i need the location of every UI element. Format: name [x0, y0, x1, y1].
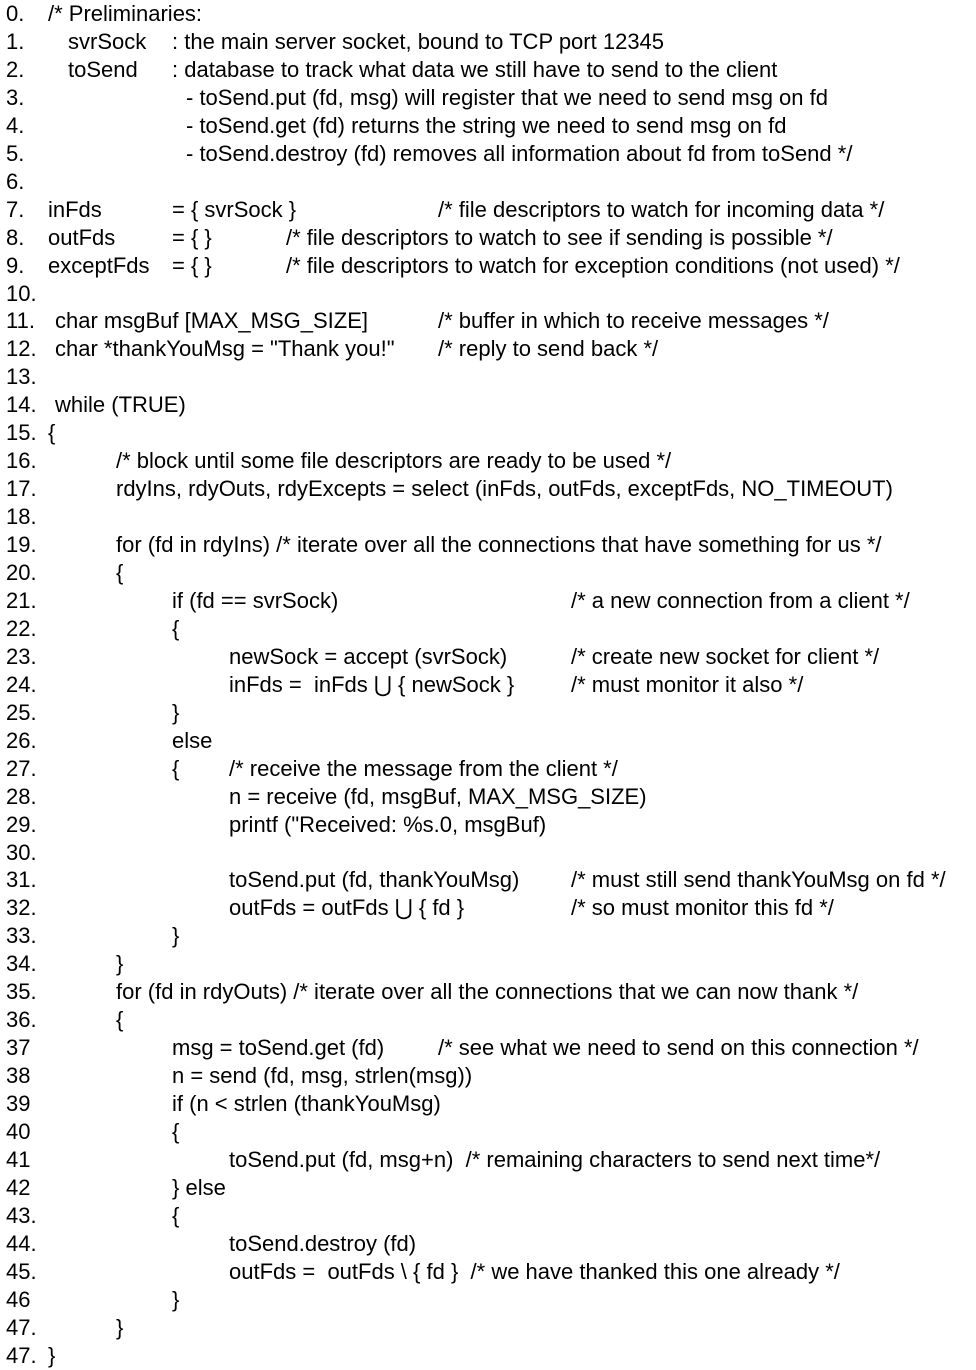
- code-line: [0, 28, 976, 56]
- code-line: [0, 587, 976, 615]
- code-segment: inFds = inFds ⋃ { newSock }: [229, 671, 515, 697]
- line-number: 3.: [6, 84, 25, 110]
- line-number: 6.: [6, 168, 25, 194]
- code-segment: }: [116, 951, 124, 977]
- code-segment: toSend.put (fd, msg+n) /* remaining characters to send next time*/: [229, 1146, 881, 1172]
- line-number: 47.: [6, 1342, 37, 1368]
- code-segment: outFds = outFds ⋃ { fd }: [229, 895, 465, 921]
- code-segment: newSock = accept (svrSock): [229, 643, 508, 669]
- code-line: [0, 56, 976, 84]
- line-number: 47.: [6, 1314, 37, 1340]
- line-number: 17.: [6, 476, 37, 502]
- code-segment: }: [172, 1286, 180, 1312]
- code-segment: : database to track what data we still have to send to the client: [172, 56, 778, 82]
- code-segment: exceptFds: [48, 252, 150, 278]
- code-segment: /* Preliminaries:: [48, 1, 203, 26]
- code-line: [0, 1230, 976, 1258]
- line-number: 19.: [6, 532, 37, 558]
- code-segment: = { }: [172, 224, 212, 250]
- code-line: [0, 866, 976, 894]
- line-number: 11.: [6, 308, 35, 334]
- line-number: 20.: [6, 560, 37, 585]
- code-line: [0, 531, 976, 559]
- code-line: [0, 112, 976, 140]
- code-segment: /* must still send thankYouMsg on fd */: [571, 867, 946, 893]
- code-segment: }: [172, 699, 180, 725]
- line-number: 8.: [6, 224, 25, 250]
- code-line: [0, 391, 976, 419]
- code-segment: = { svrSock }: [172, 196, 297, 222]
- code-line: [0, 615, 976, 643]
- code-line: [0, 140, 976, 168]
- code-segment: /* file descriptors to watch for exception conditions (not used) */: [286, 252, 900, 278]
- line-number: 1.: [6, 28, 25, 54]
- code-line: [0, 1118, 976, 1146]
- code-segment: = { }: [172, 252, 212, 278]
- line-number: 45.: [6, 1258, 37, 1284]
- code-line: [0, 335, 976, 363]
- line-number: 33.: [6, 923, 37, 949]
- code-line: [0, 475, 976, 503]
- code-line: [0, 84, 976, 112]
- code-line: [0, 1174, 976, 1202]
- line-number: 41: [6, 1146, 31, 1172]
- line-number: 23.: [6, 643, 37, 669]
- line-number: 12.: [6, 336, 37, 362]
- line-number: 40: [6, 1119, 31, 1144]
- code-segment: char *thankYouMsg = "Thank you!": [55, 336, 395, 362]
- code-line: [0, 978, 976, 1006]
- code-line: [0, 783, 976, 811]
- code-segment: /* must monitor it also */: [571, 671, 804, 697]
- code-line: [0, 503, 976, 531]
- code-line: [0, 643, 976, 671]
- code-line: [0, 922, 976, 950]
- code-segment: inFds: [48, 196, 102, 222]
- line-number: 31.: [6, 867, 37, 893]
- code-segment: {: [172, 1202, 180, 1228]
- line-number: 15.: [6, 420, 37, 446]
- code-line: [0, 224, 976, 252]
- line-number: 18.: [6, 504, 37, 530]
- code-line: [0, 1258, 976, 1286]
- line-number: 37: [6, 1035, 31, 1061]
- code-segment: else: [172, 727, 213, 753]
- code-segment: while (TRUE): [55, 392, 186, 418]
- code-segment: n = send (fd, msg, strlen(msg)): [172, 1063, 473, 1089]
- line-number: 32.: [6, 895, 37, 921]
- code-segment: - toSend.get (fd) returns the string we need to send msg on fd: [186, 112, 787, 138]
- code-line: [0, 447, 976, 475]
- code-segment: if (n < strlen (thankYouMsg): [172, 1091, 441, 1117]
- code-segment: printf ("Received: %s.0, msgBuf): [229, 811, 547, 837]
- code-line: [0, 559, 976, 587]
- code-segment: outFds = outFds \ { fd } /* we have thanked this one already */: [229, 1258, 840, 1284]
- code-segment: {: [172, 615, 180, 641]
- code-segment: /* block until some file descriptors are ready to be used */: [116, 448, 672, 474]
- line-number: 5.: [6, 140, 25, 166]
- line-number: 34.: [6, 951, 37, 977]
- code-line: [0, 671, 976, 699]
- line-number: 29.: [6, 811, 37, 837]
- code-segment: rdyIns, rdyOuts, rdyExcepts = select (inFds, outFds, exceptFds, NO_TIMEOUT): [116, 476, 893, 502]
- code-line: [0, 1342, 976, 1370]
- code-segment: msg = toSend.get (fd): [172, 1035, 385, 1061]
- code-line: [0, 1146, 976, 1174]
- code-segment: /* a new connection from a client */: [571, 587, 910, 613]
- line-number: 0.: [6, 1, 25, 26]
- line-number: 44.: [6, 1230, 37, 1256]
- code-line: [0, 280, 976, 308]
- line-number: 7.: [6, 196, 25, 222]
- code-segment: /* reply to send back */: [438, 336, 659, 362]
- code-segment: - toSend.put (fd, msg) will register that we need to send msg on fd: [186, 84, 828, 110]
- code-segment: {: [116, 560, 124, 585]
- code-line: [0, 1286, 976, 1314]
- line-number: 27.: [6, 755, 37, 781]
- code-segment: /* buffer in which to receive messages */: [438, 308, 829, 334]
- line-number: 4.: [6, 112, 25, 138]
- code-segment: if (fd == svrSock): [172, 587, 339, 613]
- code-segment: /* so must monitor this fd */: [571, 895, 834, 921]
- line-number: 43.: [6, 1202, 37, 1228]
- line-number: 13.: [6, 364, 37, 390]
- code-line: [0, 1062, 976, 1090]
- line-number: 38: [6, 1063, 31, 1089]
- code-line: [0, 755, 976, 783]
- code-segment: }: [116, 1314, 124, 1340]
- code-segment: : the main server socket, bound to TCP port 12345: [172, 28, 665, 54]
- line-number: 36.: [6, 1007, 37, 1033]
- line-number: 16.: [6, 448, 37, 474]
- code-segment: n = receive (fd, msgBuf, MAX_MSG_SIZE): [229, 783, 647, 809]
- line-number: 22.: [6, 615, 37, 641]
- line-number: 39: [6, 1091, 31, 1117]
- code-segment: outFds: [48, 224, 116, 250]
- code-segment: /* create new socket for client */: [571, 643, 880, 669]
- line-number: 28.: [6, 783, 37, 809]
- code-segment: {: [48, 420, 56, 446]
- code-line: [0, 1034, 976, 1062]
- code-segment: /* see what we need to send on this connection */: [438, 1035, 919, 1061]
- code-line: [0, 699, 976, 727]
- line-number: 14.: [6, 392, 37, 418]
- line-number: 2.: [6, 56, 25, 82]
- code-segment: /* file descriptors to watch to see if sending is possible */: [286, 224, 833, 250]
- code-line: [0, 727, 976, 755]
- line-number: 46: [6, 1286, 31, 1312]
- code-line: [0, 307, 976, 335]
- code-segment: - toSend.destroy (fd) removes all information about fd from toSend */: [186, 140, 853, 166]
- code-segment: toSend.destroy (fd): [229, 1230, 417, 1256]
- code-segment: /* receive the message from the client */: [229, 755, 618, 781]
- code-line: [0, 1314, 976, 1342]
- code-line: [0, 1090, 976, 1118]
- code-segment: {: [116, 1007, 124, 1033]
- code-segment: toSend.put (fd, thankYouMsg): [229, 867, 520, 893]
- code-segment: toSend: [68, 56, 138, 82]
- line-number: 30.: [6, 839, 37, 865]
- code-segment: for (fd in rdyIns) /* iterate over all the connections that have something for us */: [116, 532, 882, 558]
- line-number: 10.: [6, 280, 37, 306]
- code-line: [0, 168, 976, 196]
- code-line: [0, 811, 976, 839]
- code-line: [0, 950, 976, 978]
- code-segment: /* file descriptors to watch for incoming data */: [438, 196, 885, 222]
- code-line: [0, 894, 976, 922]
- code-segment: for (fd in rdyOuts) /* iterate over all the connections that we can now thank */: [116, 979, 859, 1005]
- code-segment: {: [172, 755, 180, 781]
- code-line: [0, 839, 976, 867]
- line-number: 21.: [6, 587, 37, 613]
- code-segment: char msgBuf [MAX_MSG_SIZE]: [55, 308, 368, 334]
- line-number: 26.: [6, 727, 37, 753]
- line-number: 35.: [6, 979, 37, 1005]
- line-number: 25.: [6, 699, 37, 725]
- code-line: [0, 196, 976, 224]
- line-number: 42: [6, 1174, 31, 1200]
- code-line: [0, 252, 976, 280]
- code-line: [0, 1006, 976, 1034]
- code-segment: }: [48, 1342, 56, 1368]
- line-number: 9.: [6, 252, 25, 278]
- code-line: [0, 419, 976, 447]
- code-segment: }: [172, 923, 180, 949]
- code-segment: svrSock: [68, 28, 147, 54]
- code-segment: } else: [172, 1174, 226, 1200]
- code-line: [0, 363, 976, 391]
- code-segment: {: [172, 1119, 180, 1144]
- code-line: [0, 0, 976, 28]
- code-line: [0, 1202, 976, 1230]
- line-number: 24.: [6, 671, 37, 697]
